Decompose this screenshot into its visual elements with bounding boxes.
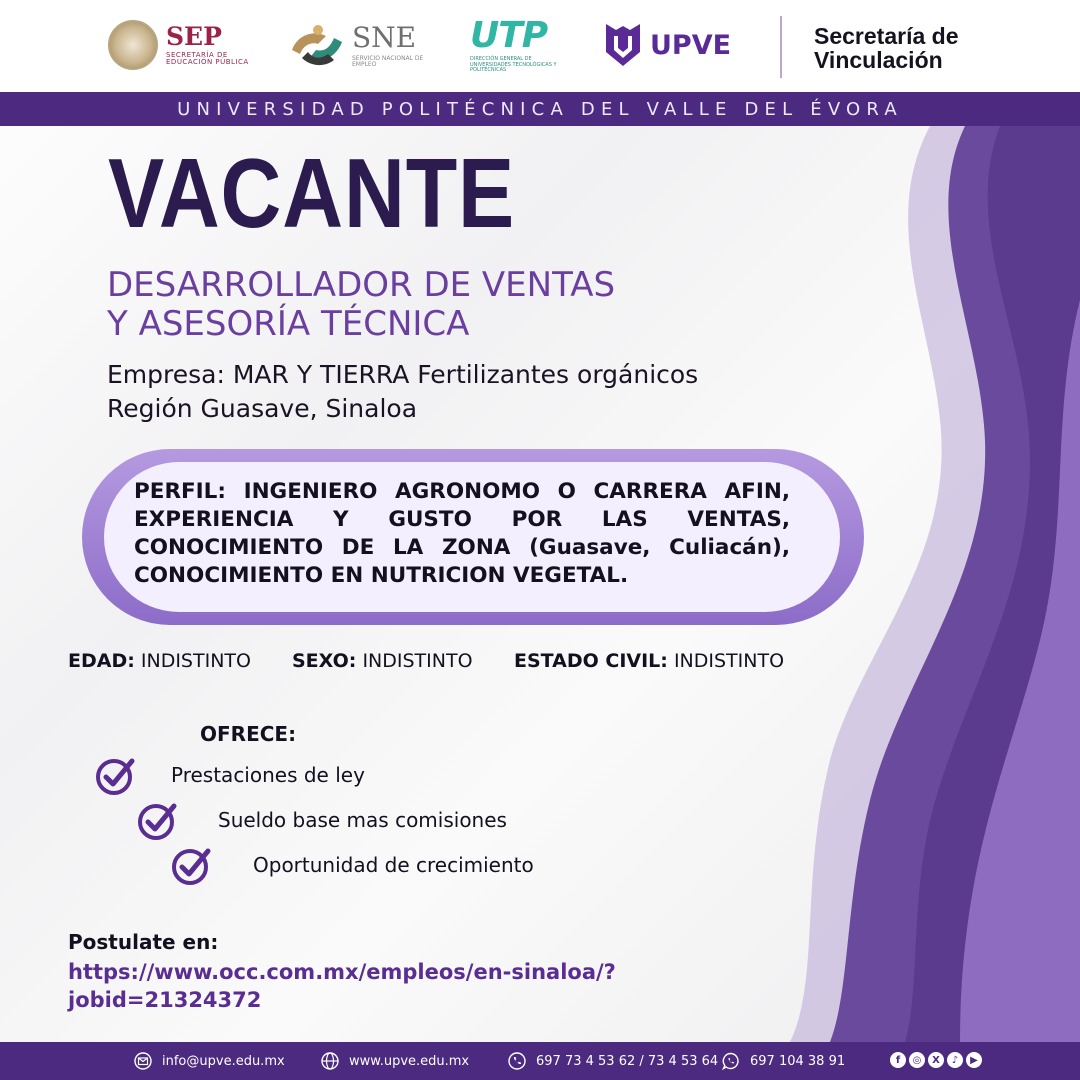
footer-whatsapp-text[interactable]: 697 104 38 91: [750, 1053, 846, 1069]
sep-seal-icon: [108, 20, 158, 70]
footer-phone-text[interactable]: 697 73 4 53 62 / 73 4 53 64: [536, 1053, 719, 1069]
offer-label: Prestaciones de ley: [171, 763, 365, 787]
secretaria-vinculacion: [814, 24, 958, 72]
postulate-label: Postulate en:: [68, 930, 219, 954]
youtube-icon[interactable]: ▶: [966, 1052, 982, 1068]
offer-item: [94, 753, 365, 797]
sne-logo-subtitle: SERVICIO NACIONAL DE EMPLEO: [352, 55, 424, 68]
offer-label: Oportunidad de crecimiento: [253, 853, 534, 877]
attr-edad: [68, 650, 251, 672]
perfil-text: PERFIL: INGENIERO AGRONOMO O CARRERA AFIN, EXPERIENCIA Y GUSTO POR LAS VENTAS, CONOCIMIENTO DE LA ZONA (Guasave, Culiacán), CONOCIMIENTO EN NUTRICION VEGETAL.: [134, 479, 790, 588]
checkmark-circle-icon: [170, 843, 214, 887]
headline-vacante: VACANTE: [108, 138, 516, 248]
company-region: Región Guasave, Sinaloa: [107, 394, 418, 423]
globe-icon: [321, 1052, 339, 1070]
company-name: Empresa: MAR Y TIERRA Fertilizantes orgánicos: [107, 360, 699, 389]
footer: [0, 1042, 1080, 1080]
x-icon[interactable]: X: [928, 1052, 944, 1068]
application-link[interactable]: [68, 958, 616, 1014]
header: [0, 0, 1080, 92]
offer-item: [136, 798, 507, 842]
utp-logo-name: UTP: [470, 15, 548, 56]
whatsapp-icon: [722, 1052, 740, 1070]
upve-logo: [604, 22, 731, 68]
attr-sexo-value: INDISTINTO: [362, 650, 473, 672]
offer-label: Sueldo base mas comisiones: [218, 808, 507, 832]
footer-whatsapp[interactable]: [722, 1042, 845, 1080]
sep-logo-name: SEP: [166, 22, 222, 51]
attr-estado-civil-label: ESTADO CIVIL:: [514, 650, 668, 672]
position-line1: DESARROLLADOR DE VENTAS: [107, 265, 616, 305]
utp-logo-subtitle: DIRECCIÓN GENERAL DE UNIVERSIDADES TECNOLÓGICAS Y POLITÉCNICAS: [470, 56, 557, 73]
social-icons: [890, 1052, 982, 1068]
application-link-line2[interactable]: jobid=21324372: [68, 988, 262, 1012]
attr-edad-label: EDAD:: [68, 650, 135, 672]
attr-sexo: [292, 650, 473, 672]
instagram-icon[interactable]: ◎: [909, 1052, 925, 1068]
sep-logo: [108, 20, 258, 70]
footer-email[interactable]: [134, 1042, 285, 1080]
attr-estado-civil-value: INDISTINTO: [673, 650, 785, 672]
sne-logo: [288, 20, 436, 72]
footer-website-text[interactable]: www.upve.edu.mx: [349, 1053, 470, 1069]
ofrece-title: OFRECE:: [200, 722, 297, 746]
utp-logo: [470, 15, 570, 74]
checkmark-circle-icon: [94, 753, 138, 797]
handshake-icon: [288, 20, 346, 72]
checkmark-circle-icon: [136, 798, 180, 842]
position-title: [107, 266, 615, 344]
offer-item: [170, 843, 534, 887]
attr-edad-value: INDISTINTO: [140, 650, 251, 672]
position-line2: Y ASESORÍA TÉCNICA: [107, 304, 470, 344]
university-name: UNIVERSIDAD POLITÉCNICA DEL VALLE DEL ÉVORA: [177, 98, 903, 120]
sep-logo-subtitle: SECRETARÍA DE EDUCACIÓN PÚBLICA: [166, 51, 249, 66]
phone-icon: [508, 1052, 526, 1070]
header-divider: [780, 16, 782, 78]
footer-phone[interactable]: [508, 1042, 718, 1080]
tiktok-icon[interactable]: ♪: [947, 1052, 963, 1068]
attr-sexo-label: SEXO:: [292, 650, 357, 672]
secretaria-line2: Vinculación: [814, 47, 943, 73]
application-link-line1[interactable]: https://www.occ.com.mx/empleos/en-sinaloa/?: [68, 960, 616, 984]
university-band: [0, 92, 1080, 126]
email-icon: [134, 1052, 152, 1070]
sne-logo-name: SNE: [352, 21, 417, 54]
upve-logo-name: UPVE: [650, 29, 732, 61]
company-info: [107, 358, 698, 426]
upve-shield-icon: [604, 22, 642, 68]
footer-email-text[interactable]: info@upve.edu.mx: [162, 1053, 285, 1069]
facebook-icon[interactable]: f: [890, 1052, 906, 1068]
secretaria-line1: Secretaría de: [814, 23, 959, 49]
footer-website[interactable]: [321, 1042, 469, 1080]
attr-estado-civil: [514, 650, 784, 672]
